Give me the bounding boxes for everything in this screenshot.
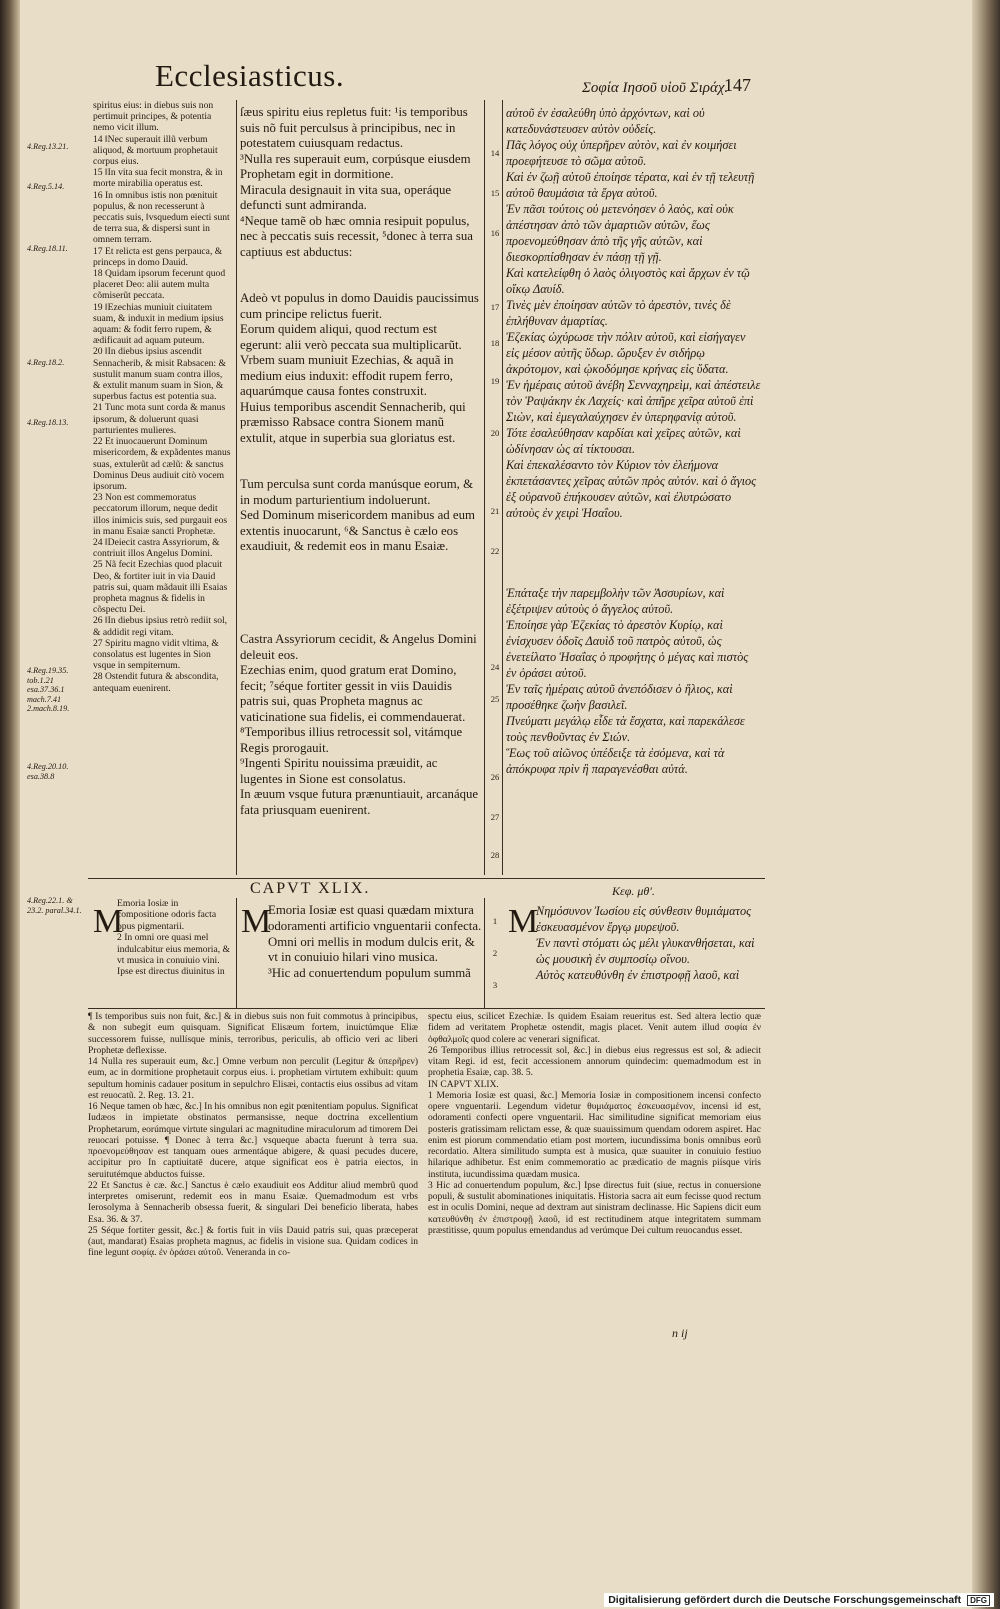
verse-number: 2 bbox=[492, 948, 498, 958]
signature-mark: n ij bbox=[672, 1326, 688, 1340]
chapter-heading-latin: CAPVT XLIX. bbox=[250, 880, 371, 897]
verse-number: 25 bbox=[490, 694, 500, 704]
chapter-latin-translation: Emoria Iosiæ est quasi quædam mixtura odoramenti artificio vnguentarii confecta. Omni ori mellis in modum dulcis erit, & vt in conuiuio hilari vino musica. ³Hic ad conuertendum populum summã bbox=[268, 903, 482, 981]
chapter-greek-text: Νημόσυνον Ἰωσίου εἰς σύνθεσιν θυμιάματος ἐσκευασμένον ἔργῳ μυρεψοῦ. Ἐν παντὶ στόματι ὡς μέλι γλυκανθήσεται, καὶ ὡς μουσικὴ ἐν συμποσίῳ οἴνου. Αὐτὸς κατευθύνθη ἐν ἐπιστροφῇ λαοῦ, καὶ bbox=[536, 904, 755, 982]
running-title-greek: Σοφία Ιησοῦ υἱοῦ Σιράχ. bbox=[582, 80, 729, 96]
verse-number: 20 bbox=[490, 428, 500, 438]
verse-number: 18 bbox=[490, 338, 500, 348]
margin-reference: 4.Reg.13.21. bbox=[27, 142, 69, 151]
chapter-rule-left bbox=[236, 898, 237, 1008]
page-number: 147 bbox=[724, 75, 751, 95]
verse-number: 22 bbox=[490, 546, 500, 556]
verse-number: 19 bbox=[490, 376, 500, 386]
verse-number: 28 bbox=[490, 850, 500, 860]
margin-reference: 4.Reg.18.11. bbox=[27, 244, 68, 253]
running-title-latin: Ecclesiasticus. bbox=[155, 58, 345, 93]
verse-number: 26 bbox=[490, 772, 500, 782]
latin-translation-column: ſæus spiritu eius repletus fuit: ¹is temporibus suis nõ fuit perculsus à principibus, nec in potestatem cuiusquam redactus. ³Nulla res superauit eum, corpúsque eiusdem Prophetam egit in dormitione. Miracula designauit in vita sua, operáque defuncti sunt admiranda. ⁴Neque tamẽ ob hæc omnia resipuit populus, nec à peccatis suis recessit, ⁵donec à terra sua captiuus est abductus: Adeò vt populus in domo Dauidis paucissimus cum principe relictus fuerit. Eorum quidem aliqui, quod rectum est egerunt: alii verò peccata sua multiplicarũt. Vrbem suam muniuit Ezechias, & aquã in medium eius induxit: effodit rupem ferro, aquarúmque causa fontes construxit. Huius temporibus ascendit Sennacherib, qui præmisso Rabsace contra Sionem manũ extulit, atque in superbia sua gloriatus est. Tum perculsa sunt corda manúsque eorum, & in modum parturientium indoluerunt. Sed Dominum misericordem manibus ad eum extentis inuocarunt, ⁶& Sanctus è cælo eos exaudiuit, & redemit eos in manu Esaiæ. Castra Assyriorum cecidit, & Angelus Domini deleuit eos. Ezechias enim, quod gratum erat Domino, fecit; ⁷séque fortiter gessit in viis Dauidis patris sui, quas Propheta magnus ac vaticinatione sua fidelis, ei commendauerat. ⁸Temporibus illius retrocessit sol, vitámque Regis prorogauit. ⁹Ingenti Spiritu nouissima præuidit, ac lugentes in Sione est consolatus. In æuum vsque futura prænuntiauit, arcanáque fata priusquam euenirent. bbox=[240, 105, 479, 817]
verse-number: 21 bbox=[490, 506, 500, 516]
margin-reference: 4.Reg.22.1. & 23.2. paral.34.1. bbox=[27, 896, 82, 915]
margin-reference: 4.Reg.5.14. bbox=[27, 182, 65, 191]
chapter-rule-right bbox=[484, 898, 485, 1008]
commentary-divider-rule bbox=[88, 1008, 765, 1009]
margin-reference: 4.Reg.19.35. tob.1.21 esa.37.36.1 mach.7.41 2.mach.8.19. bbox=[27, 666, 70, 713]
digitization-credit bbox=[604, 1593, 994, 1607]
drop-cap-latin-translation: M bbox=[241, 903, 272, 940]
chapter-divider-rule bbox=[88, 878, 765, 879]
book-gutter bbox=[0, 0, 20, 1609]
margin-reference: 4.Reg.20.10. esa.38.8 bbox=[27, 762, 69, 781]
verse-number: 15 bbox=[490, 188, 500, 198]
column-rule-left bbox=[236, 100, 237, 875]
chapter-heading-greek: Κεφ. μθ'. bbox=[612, 884, 655, 898]
column-rule-right bbox=[484, 100, 485, 875]
commentary-column-left: ¶ Is temporibus suis non fuit, &c.] & in diebus suis non fuit commotus à principibus, & non subegit eum quisquam. Significat Elisæum fortem, inuictúmque Eliæ successorem fuisse, nullísque minis, terroribus, periculis, ab officio veri ac liberi Prophetæ deflexisse. 14 Nulla res superauit eum, &c.] Omne verbum non perculit (Legitur & ὑπερῆρεν) eum, ac in dormitione prophetauit corpus eius. i. prophetiam virtutem exhibuit: quum sepultum hominis cadauer positum in sepulchro Elisæi, contactis eius ossibus ad vitam est reuocatũ. 2. Reg. 13. 21. 16 Neque tamen ob hæc, &c.] In his omnibus non egit pœnitentiam populus. Significat Iudæos in impietate obstinatos permansisse, neque doctrina excellentium Prophetarum, eorúmque virtute singulari ac magnitudine miraculorum ad timorem Dei reuocari potuisse. ¶ Donec à terra &c.] vsqueque abacta fuerunt à terra sua. προενομεύθησαν est tanquam oues armentáque abigere, & quasi pecudes ducere, accipitur pro In captiuitatē ducere, atque significat eos è patria eiectos, in seruitutémque abductos fuisse. 22 Et Sanctus è cæ. &c.] Sanctus è cælo exaudiuit eos Additur aliud membrũ quod interpretes omiserunt, redemit eos in manu Esaiæ. Quemadmodum est vrbs Ierosolyma à Sennacherib obsessa fuerit, & singulari Dei beneficio liberata, habes Esa. 36. & 37. 25 Séque fortiter gessit, &c.] & fortis fuit in viis Dauid patris sui, quas præceperat (aut, mandarat) Esaias propheta magnus, ac fidelis in visione sua. Quidam codices in fine legunt σοφίᾳ. ἐν ὁράσει αὐτοῦ. Veneranda in co- bbox=[88, 1012, 418, 1259]
greek-text-column: αὐτοῦ ἐν ἐσαλεύθη ὑπὸ ἀρχόντων, καὶ οὐ κατεδυνάστευσεν αὐτὸν οὐδείς. Πᾶς λόγος οὐχ ὑπερῆρεν αὐτὸν, καὶ ἐν κοιμήσει προεφήτευσε τὸ σῶμα αὐτοῦ. Καὶ ἐν ζωῇ αὐτοῦ ἐποίησε τέρατα, καὶ ἐν τῇ τελευτῇ αὐτοῦ θαυμάσια τὰ ἔργα αὐτοῦ. Ἐν πᾶσι τούτοις οὐ μετενόησεν ὁ λαὸς, καὶ οὐκ ἀπέστησαν ἀπὸ τῶν ἁμαρτιῶν αὐτῶν, ἕως προενομεύθησαν ἀπὸ τῆς γῆς αὐτῶν, καὶ διεσκορπίσθησαν ἐν πάσῃ τῇ γῇ. Καὶ κατελείφθη ὁ λαὸς ὀλιγοστὸς καὶ ἄρχων ἐν τῷ οἴκῳ Δαυίδ. Τινὲς μὲν ἐποίησαν αὐτῶν τὸ ἀρεστὸν, τινὲς δὲ ἐπλήθυναν ἁμαρτίας. Ἐζεκίας ὠχύρωσε τὴν πόλιν αὐτοῦ, καὶ εἰσήγαγεν εἰς μέσον αὐτῆς ὕδωρ. ὤρυξεν ἐν σιδήρῳ ἀκρότομον, καὶ ᾠκοδόμησε κρήνας εἰς ὕδατα. Ἐν ἡμέραις αὐτοῦ ἀνέβη Σενναχηρεὶμ, καὶ ἀπέστειλε τὸν Ῥαψάκην ἐκ Λαχείς· καὶ ἀπῆρε χεῖρα αὐτοῦ ἐπὶ Σιὼν, καὶ ἐμεγαλαύχησεν ἐν ὑπερηφανίᾳ αὐτοῦ. Τότε ἐσαλεύθησαν καρδίαι καὶ χεῖρες αὐτῶν, καὶ ὠδίνησαν ὡς αἱ τίκτουσαι. Καὶ ἐπεκαλέσαντο τὸν Κύριον τὸν ἐλεήμονα ἐκπετάσαντες χεῖρας αὐτῶν πρὸς αὐτόν. καὶ ὁ ἅγιος ἐξ οὐρανοῦ ἐπήκουσεν αὐτῶν, καὶ ἐλυτρώσατο αὐτοὺς ἐν χειρὶ Ἡσαΐου. Ἐπάταξε τὴν παρεμβολὴν τῶν Ἀσσυρίων, καὶ ἐξέτριψεν αὐτοὺς ὁ ἄγγελος αὐτοῦ. Ἐποίησε γὰρ Ἐζεκίας τὸ ἀρεστὸν Κυρίῳ, καὶ ἐνίσχυσεν ὁδοῖς Δαυὶδ τοῦ πατρὸς αὐτοῦ, ὡς ἐνετείλατο Ἡσαΐας ὁ προφήτης ὁ μέγας καὶ πιστὸς ἐν ὁράσει αὐτοῦ. Ἐν ταῖς ἡμέραις αὐτοῦ ἀνεπόδισεν ὁ ἥλιος, καὶ προσέθηκε ζωὴν βασιλεῖ. Πνεύματι μεγάλῳ εἶδε τὰ ἔσχατα, καὶ παρεκάλεσε τοὺς πενθοῦντας ἐν Σιών. Ἕως τοῦ αἰῶνος ὑπέδειξε τὰ ἐσόμενα, καὶ τὰ ἀπόκρυφα πρὶν ἢ παραγενέσθαι αὐτά. bbox=[506, 106, 761, 776]
verse-number: 24 bbox=[490, 662, 500, 672]
verse-number: 1 bbox=[492, 916, 498, 926]
dfg-logo-icon: DFG bbox=[967, 1595, 990, 1606]
verse-number: 17 bbox=[490, 302, 500, 312]
margin-reference: 4.Reg.18.2. bbox=[27, 358, 65, 367]
verse-number: 14 bbox=[490, 148, 500, 158]
chapter-latin-vulgate: Emoria Iosiæ in compositione odoris facta opus pigmentarii. 2 In omni ore quasi mel indulcabitur eius memoria, & vt musica in conuiuio vini. Ipse est directus diuinitus in bbox=[117, 898, 230, 978]
credit-text: Digitalisierung gefördert durch die Deutsche Forschungsgemeinschaft bbox=[608, 1594, 962, 1606]
drop-cap-greek: M bbox=[508, 903, 539, 940]
commentary-column-right: spectu eius, scilicet Ezechiæ. Is quidem Esaiam reueritus est. Sed altera lectio quæ fidem ad veritatem Prophetæ ostendit, magis placet. Venit autem illud σοφία ἐν ὀφθαλμοῖς quod colere ac venerari significat. 26 Temporibus illius retrocessit sol, &c.] in diebus eius regressus est sol, & adiecit vitam Regi. id est, fecit accessionem annorum quindecim: quemadmodum est in prophetia Esaiæ, cap. 38. 5. IN CAPVT XLIX. 1 Memoria Iosiæ est quasi, &c.] Memoria Iosiæ in compositionem incensi confecto opere vnguentarii. Legendum videtur θυμιάματος ἐσκευασμένον, incensi id est, odoramenti confecti opere vnguentarii. Hac similitudine significat memoriam eius posteris gratissimam relictam esse, & quæ suauissimum quendam odorem aspiret. Hac enim est piorum commendatio etiam post mortem, iucundissima bonis omnibus eorũ recordatio. Altera similitudo sumpta est à musica, quæ suauiter in conuiuio festiuo hilarique adhibetur. Est enim commemoratio ac prædicatio de magnis piísque viris instituta, iucundissima quædam musica. 3 Hic ad conuertendum populum, &c.] Ipse directus fuit (siue, rectus in conuersione populi, & sustulit abominationes iniquitatis. Historia sacra ait eum fecisse quod rectum est in oculis Domini, neque ad dextram aut sinistram declinasse. Hic Sapiens dicit eum κατευθύνθη ἐν ἐπιστροφῇ λαοῦ, id est rectitudinem atque integritatem summam præstitisse, quum populus emendandus ad verúmque Dei cultum reuocandus esset. bbox=[428, 1012, 761, 1236]
verse-number: 27 bbox=[490, 812, 500, 822]
latin-vulgate-column: spiritus eius: in diebus suis non pertimuit principes, & potentia nemo vicit illum. 14 ‖Nec superauit illũ verbum aliquod, & mortuum prophetauit corpus eius. 15 ‖In vita sua fecit monstra, & in morte mirabilia operatus est. 16 In omnibus istis non pœnituit populus, & non recesserunt à peccatis suis, ‖vsquedum eiecti sunt de terra sua, & dispersi sunt in omnem terram. 17 Et relicta est gens perpauca, & princeps in domo Dauid. 18 Quidam ipsorum fecerunt quod placeret Deo: alii autem multa cõmiserũt peccata. 19 ‖Ezechias muniuit ciuitatem suam, & induxit in medium ipsius aquam: & fodit ferro rupem, & ædificauit ad aquam puteum. 20 ‖In diebus ipsius ascendit Sennacherib, & misit Rabsacen: & sustulit manum suam contra illos, & extulit manum suam in Sion, & superbus factus est potentia sua. 21 Tunc mota sunt corda & manus ipsorum, & doluerunt quasi parturientes mulieres. 22 Et inuocauerunt Dominum misericordem, & expãdentes manus suas, extulerũt ad cælũ: & sanctus Dominus Deus audiuit citò vocem ipsorum. 23 Non est commemoratus peccatorum illorum, neque dedit illos inimicis suis, sed purgauit eos in manu Esaiæ sancti Prophetæ. 24 ‖Deiecit castra Assyriorum, & contriuit illos Angelus Domini. 25 Nã fecit Ezechias quod placuit Deo, & fortiter iuit in via Dauid patris sui, quam mãdauit illi Esaias propheta magnus & fidelis in cõspectu Dei. 26 ‖In diebus ipsius retrò rediit sol, & addidit regi vitam. 27 Spiritu magno vidit vltima, & consolatus est lugentes in Sion vsque in sempiternum. 28 Ostendit futura & abscondita, antequam euenirent. bbox=[93, 100, 231, 694]
page-edge bbox=[972, 0, 1000, 1609]
drop-cap-latin-vulgate: M bbox=[93, 903, 124, 940]
verse-number: 16 bbox=[490, 228, 500, 238]
verse-number-rule bbox=[502, 100, 503, 875]
margin-reference: 4.Reg.18.13. bbox=[27, 418, 69, 427]
verse-number: 3 bbox=[492, 980, 498, 990]
